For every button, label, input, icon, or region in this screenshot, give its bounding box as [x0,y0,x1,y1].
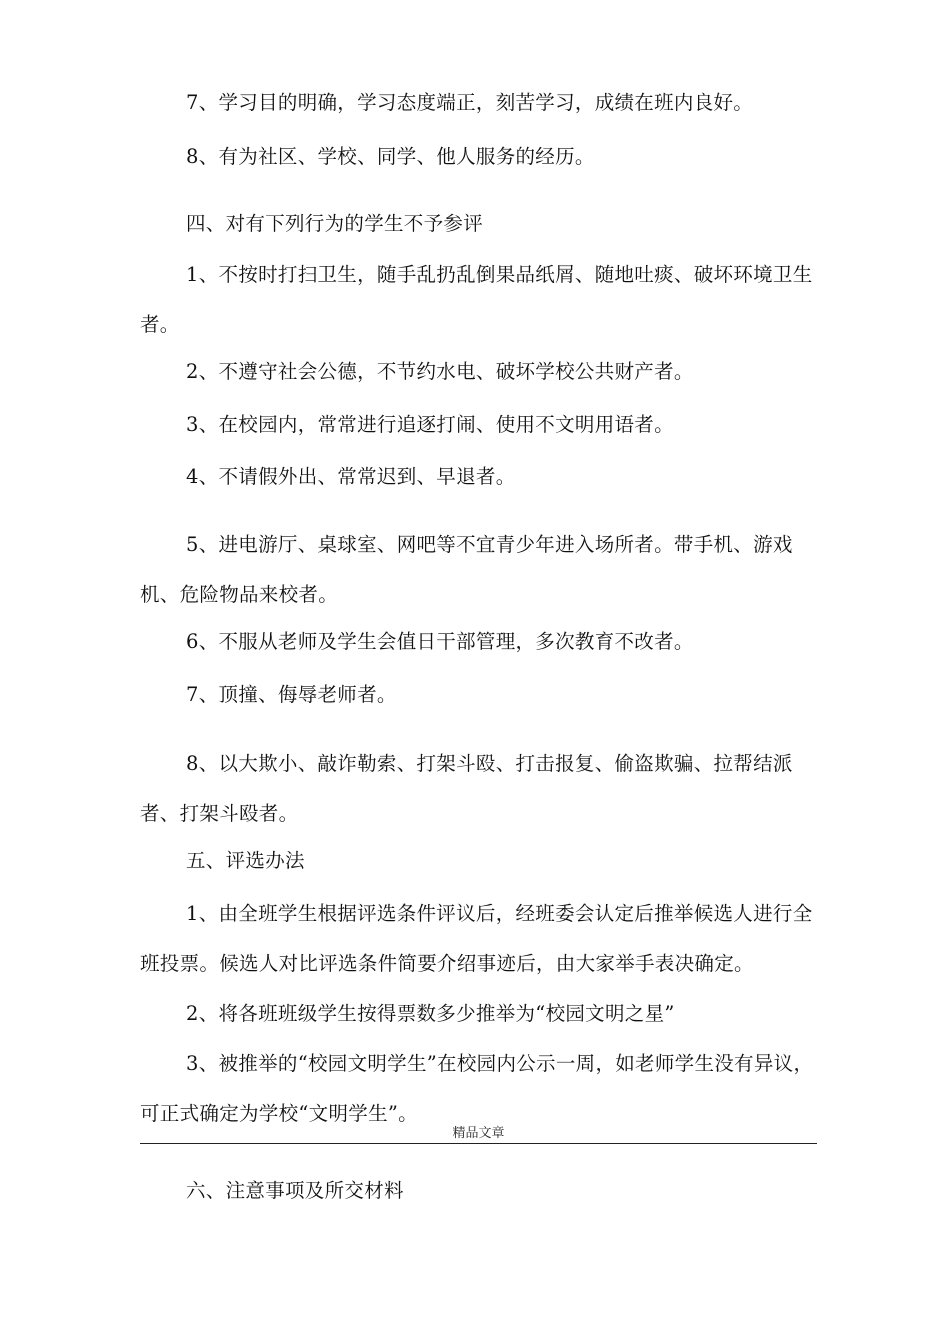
paragraph-criterion-8: 8、有为社区、学校、同学、他人服务的经历。 [186,145,595,168]
paragraph-exclusion-5: 5、进电游厅、桌球室、网吧等不宜青少年进入场所者。带手机、游戏机、危险物品来校者。 [140,533,793,606]
paragraph-exclusion-8: 8、以大欺小、敲诈勒索、打架斗殴、打击报复、偷盗欺骗、拉帮结派者、打架斗殴者。 [140,752,793,825]
section-heading-6: 六、注意事项及所交材料 [186,1179,404,1202]
paragraph-exclusion-6: 6、不服从老师及学生会值日干部管理，多次教育不改者。 [186,630,694,653]
footer-divider [140,1143,817,1144]
paragraph-method-1: 1、由全班学生根据评选条件评议后，经班委会认定后推举候选人进行全班投票。候选人对比评选条件简要介绍事迹后，由大家举手表决确定。 [140,902,813,975]
paragraph-exclusion-7: 7、顶撞、侮辱老师者。 [186,683,397,706]
page-footer-label: 精品文章 [452,1126,505,1141]
paragraph-criterion-7: 7、学习目的明确，学习态度端正，刻苦学习，成绩在班内良好。 [186,91,754,114]
section-heading-4: 四、对有下列行为的学生不予参评 [186,212,484,235]
paragraph-exclusion-2: 2、不遵守社会公德，不节约水电、破坏学校公共财产者。 [186,360,694,383]
paragraph-method-3: 3、被推举的“校园文明学生”在校园内公示一周，如老师学生没有异议，可正式确定为学校“文明学生”。 [140,1052,814,1125]
paragraph-exclusion-4: 4、不请假外出、常常迟到、早退者。 [186,465,516,488]
section-heading-5: 五、评选办法 [186,849,305,872]
paragraph-method-2: 2、将各班班级学生按得票数多少推举为“校园文明之星” [186,1002,675,1025]
paragraph-exclusion-3: 3、在校园内，常常进行追逐打闹、使用不文明用语者。 [186,413,674,436]
paragraph-exclusion-1: 1、不按时打扫卫生，随手乱扔乱倒果品纸屑、随地吐痰、破坏环境卫生者。 [140,263,813,336]
